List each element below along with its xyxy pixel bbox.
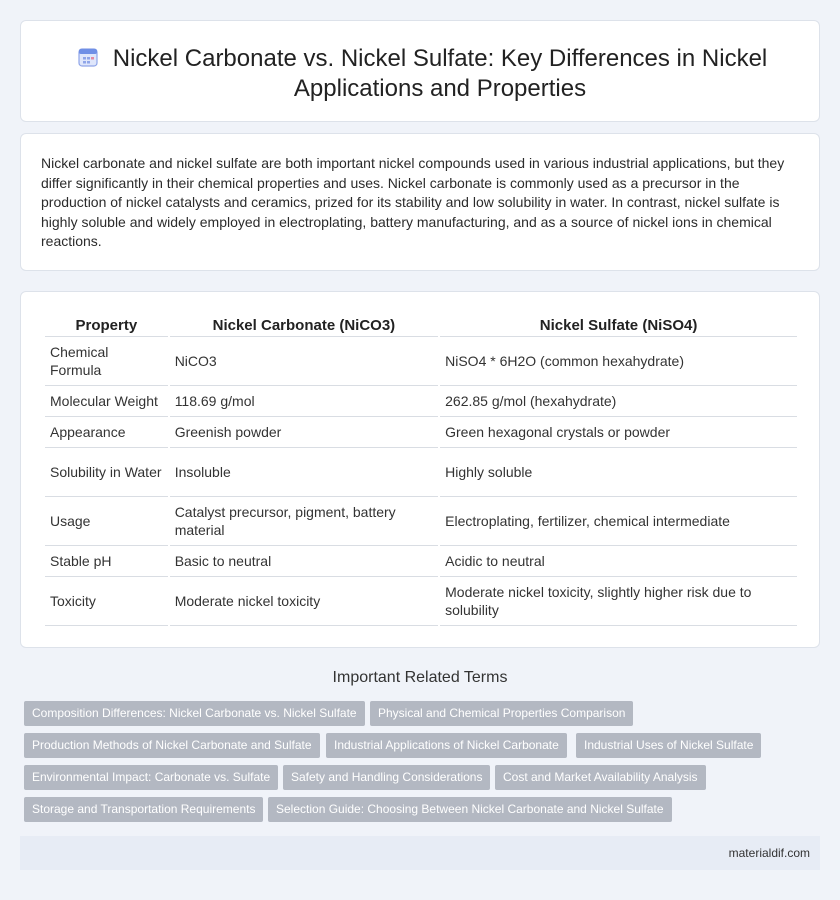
carbonate-cell: Moderate nickel toxicity [170,577,438,626]
header-property: Property [45,315,168,337]
related-tag-environmental-impact[interactable]: Environmental Impact: Carbonate vs. Sulfate [24,765,278,790]
intro-card [20,133,820,271]
table-row [45,448,797,497]
footer-site-name: materialdif.com [728,846,810,860]
related-tag-cost-market[interactable]: Cost and Market Availability Analysis [495,765,706,790]
table-row [45,577,797,626]
related-tag-carbonate-applications[interactable]: Industrial Applications of Nickel Carbonate [326,733,567,758]
property-cell: Usage [45,497,168,546]
property-cell: Appearance [45,417,168,448]
related-tag-safety-handling[interactable]: Safety and Handling Considerations [283,765,490,790]
intro-paragraph: Nickel carbonate and nickel sulfate are both important nickel compounds used in various industrial applications, but they differ significantly in their chemical properties and uses. Nickel carbonate is commonly used as a precursor in the production of nickel catalysts and ceramics, prized for its stability and low solubility in water. In contrast, nickel sulfate is highly soluble and widely employed in electroplating, battery manufacturing, and as a source of nickel ions in chemical reactions. [41,155,785,250]
carbonate-cell: NiCO3 [170,337,438,386]
related-tag-storage-transportation[interactable]: Storage and Transportation Requirements [24,797,263,822]
related-tag-production-methods[interactable]: Production Methods of Nickel Carbonate and Sulfate [24,733,320,758]
related-tag-properties-comparison[interactable]: Physical and Chemical Properties Comparison [370,701,633,726]
table-row [45,337,797,386]
property-cell: Molecular Weight [45,386,168,417]
table-row [45,386,797,417]
sulfate-cell: Highly soluble [440,448,797,497]
property-cell: Chemical Formula [45,337,168,386]
property-cell: Solubility in Water [45,448,168,497]
page-title: Nickel Carbonate vs. Nickel Sulfate: Key Differences in Nickel Applications and Properties [112,45,768,102]
related-tag-composition-differences[interactable]: Composition Differences: Nickel Carbonate vs. Nickel Sulfate [24,701,365,726]
sulfate-cell: Moderate nickel toxicity, slightly higher risk due to solubility [440,577,797,626]
carbonate-cell: Insoluble [170,448,438,497]
sulfate-cell: 262.85 g/mol (hexahydrate) [440,386,797,417]
property-cell: Stable pH [45,546,168,577]
sulfate-cell: Electroplating, fertilizer, chemical intermediate [440,497,797,546]
carbonate-cell: Greenish powder [170,417,438,448]
table-row [45,417,797,448]
related-tag-selection-guide[interactable]: Selection Guide: Choosing Between Nickel Carbonate and Nickel Sulfate [268,797,672,822]
table-header-row [45,315,797,337]
table-row [45,497,797,546]
sulfate-cell: Acidic to neutral [440,546,797,577]
related-terms-title: Important Related Terms [332,669,508,686]
header-nickel-carbonate: Nickel Carbonate (NiCO3) [170,315,438,337]
carbonate-cell: Basic to neutral [170,546,438,577]
footer [20,836,820,870]
carbonate-cell: Catalyst precursor, pigment, battery material [170,497,438,546]
comparison-table [43,315,799,626]
header-nickel-sulfate: Nickel Sulfate (NiSO4) [440,315,797,337]
sulfate-cell: NiSO4 * 6H2O (common hexahydrate) [440,337,797,386]
table-row [45,546,797,577]
comparison-table-card [20,291,820,648]
sulfate-cell: Green hexagonal crystals or powder [440,417,797,448]
carbonate-cell: 118.69 g/mol [170,386,438,417]
related-tag-sulfate-uses[interactable]: Industrial Uses of Nickel Sulfate [576,733,761,758]
title-card [20,20,820,122]
property-cell: Toxicity [45,577,168,626]
